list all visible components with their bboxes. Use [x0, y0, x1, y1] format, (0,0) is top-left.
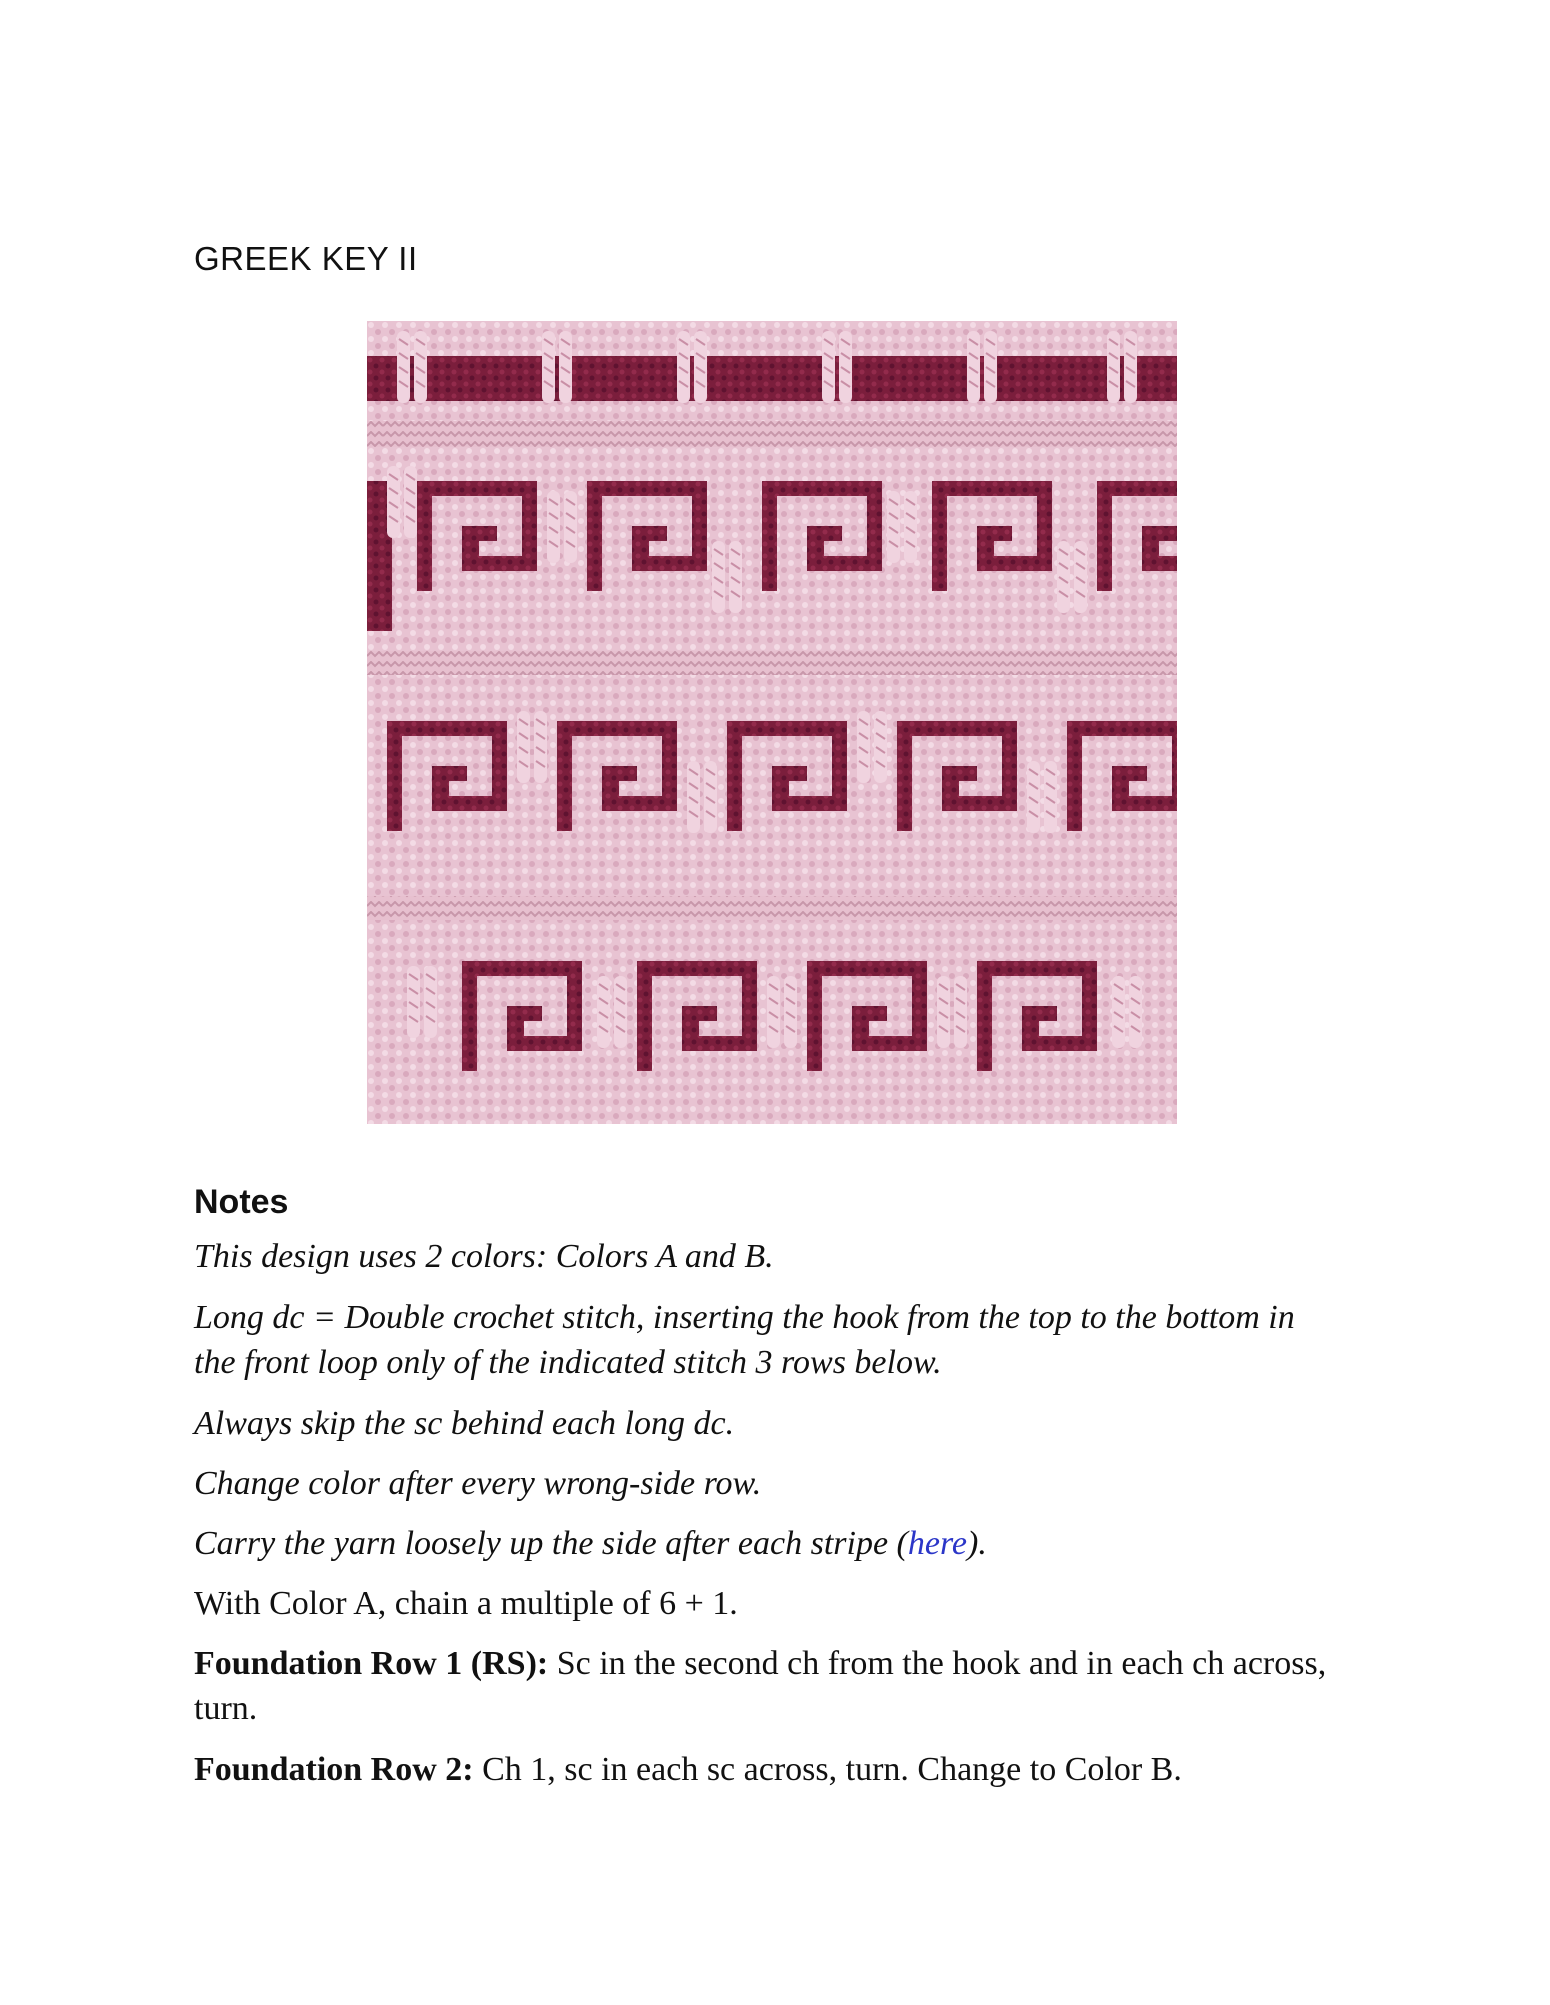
foundation-row-2-text: Ch 1, sc in each sc across, turn. Change to Color B. [473, 1751, 1182, 1788]
foundation-row-2-label: Foundation Row 2: [194, 1751, 474, 1788]
foundation-row-1-text: Sc in the second ch from the hook and in each ch across, turn. [194, 1645, 1327, 1727]
page-title: GREEK KEY II [194, 240, 418, 277]
notes-heading: Notes [194, 1183, 289, 1221]
here-link[interactable]: here [907, 1525, 968, 1562]
note-colors: This design uses 2 colors: Colors A and B. [194, 1238, 774, 1275]
instruction-foundation-row-1 [194, 1641, 1374, 1731]
note-change-color: Change color after every wrong-side row. [194, 1465, 762, 1502]
greek-key-swatch-image [367, 321, 1177, 1124]
note-carry-yarn-end: ). [967, 1525, 987, 1562]
instruction-chain: With Color A, chain a multiple of 6 + 1. [194, 1585, 738, 1622]
note-carry-yarn-text: Carry the yarn loosely up the side after each stripe ( [194, 1525, 908, 1562]
foundation-row-1-label: Foundation Row 1 (RS): [194, 1645, 549, 1682]
note-long-dc: Long dc = Double crochet stitch, inserting the hook from the top to the bottom in the front loop only of the indicated stitch 3 rows below. [194, 1299, 1295, 1381]
note-carry-yarn [194, 1521, 1374, 1566]
note-skip-sc: Always skip the sc behind each long dc. [194, 1405, 735, 1442]
instruction-foundation-row-2 [194, 1747, 1374, 1792]
